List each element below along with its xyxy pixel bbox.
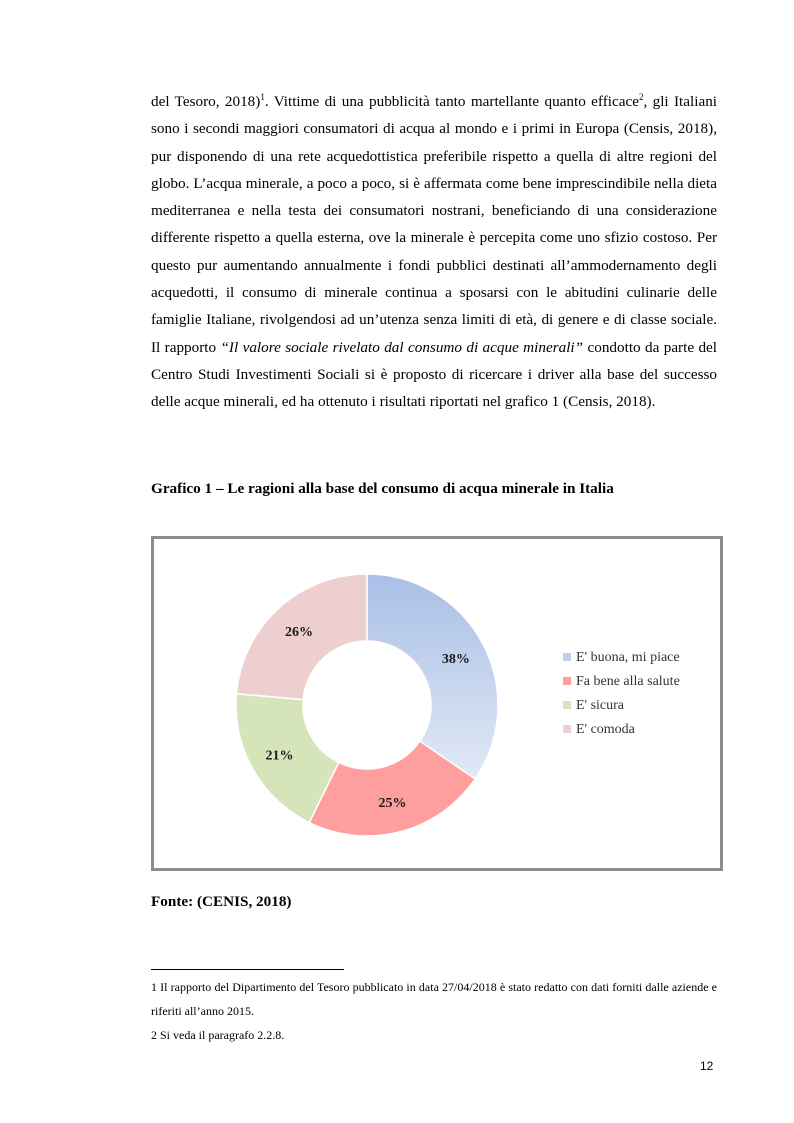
body-paragraph [151,88,717,416]
figure-source: Fonte: (CENIS, 2018) [151,893,292,910]
legend-swatch [563,725,571,733]
legend-entry: Fa bene alla salute [576,674,680,689]
footnote-1: 1 Il rapporto del Dipartimento del Tesoro pubblicato in data 27/04/2018 è stato redatto con dati forniti dalle aziende e riferiti all’anno 2015. [151,980,717,1018]
body-text: del Tesoro, 2018) [151,93,261,110]
legend-swatch [563,701,571,709]
footnote-separator [151,969,344,970]
legend-swatch [563,677,571,685]
data-label: 26% [285,624,314,640]
legend-swatch [563,653,571,661]
doughnut-chart [154,539,720,868]
footnote-2: 2 Si veda il paragrafo 2.2.8. [151,1028,285,1042]
footnotes [151,975,717,1047]
report-title: “Il valore sociale rivelato dal consumo di acque minerali” [220,338,584,356]
data-label: 21% [265,748,294,764]
legend-entry: E' buona, mi piace [576,650,680,665]
legend-entry: E' comoda [576,722,635,737]
footnote-ref-1[interactable]: 1 [260,91,265,102]
figure-caption: Grafico 1 – Le ragioni alla base del consumo di acqua minerale in Italia [151,480,614,497]
data-label: 25% [378,796,407,812]
footnote-ref-2[interactable]: 2 [638,91,644,102]
doughnut-slice [367,574,498,779]
chart-frame [151,536,723,871]
body-text: , gli Italiani sono i secondi maggiori consumatori di acqua al mondo e i primi in Europa (Censis, 2018), pur disponendo di una rete acquedottistica preferibile rispetto a quella di altre regioni del globo. L’acqua minerale, a poco a poco, si è affermata come bene imprescindibile nella dieta mediterranea e nella testa dei consumatori nostrani, beneficiando di una considerazione differente rispetto a quella esterna, ove la minerale è percepita come uno sfizio costoso. Per questo pur aumentando annualmente i fondi pubblici destinati all’ammodernamento degli acquedotti, il consumo di minerale continua a sposarsi con le abitudini culinarie delle famiglie Italiane, rivolgendosi ad un’utenza senza limiti di età, di genere e di classe sociale. Il rapporto [151,93,718,356]
data-label: 38% [441,652,470,668]
page-number: 12 [700,1059,714,1073]
body-text: . Vittime di una pubblicità tanto martellante quanto efficace [264,93,639,110]
body-text: condotto da parte del Centro Studi Investimenti Sociali si è proposto di ricercare i driver alla base del successo delle acque minerali, ed ha ottenuto i risultati riportati nel grafico 1 (Censis, 2018). [151,338,718,411]
legend-entry: E' sicura [576,698,625,713]
